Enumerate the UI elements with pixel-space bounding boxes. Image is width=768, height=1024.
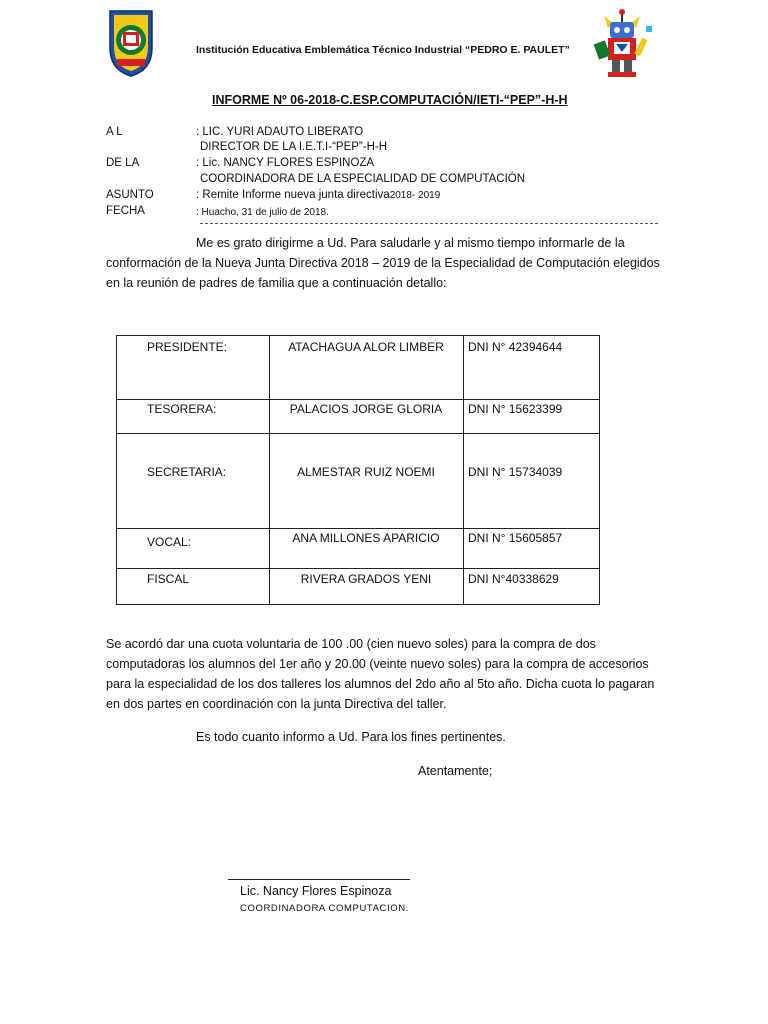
asunto-years: 2018- 2019 xyxy=(389,190,441,201)
school-crest-icon xyxy=(107,8,155,78)
table-cell-nombre: ATACHAGUA ALOR LIMBER xyxy=(288,340,444,354)
closing-salutation: Atentamente; xyxy=(418,764,493,778)
table-cell-nombre: ALMESTAR RUIZ NOEMI xyxy=(297,465,435,479)
table-cell-nombre: ANA MILLONES APARICIO xyxy=(292,531,440,545)
de-value-2: COORDINADORA DE LA ESPECIALIDAD DE COMPUTACIÓN xyxy=(200,173,526,185)
de-value: : Lic. NANCY FLORES ESPINOZA xyxy=(196,157,375,169)
intro-line-3: en la reunión de padres de familia que a continuación detallo: xyxy=(106,276,447,290)
table-cell-dni: DNI N°40338629 xyxy=(468,572,559,586)
signature-line xyxy=(228,879,410,880)
intro-line-2: conformación de la Nueva Junta Directiva 2018 – 2019 de la Especialidad de Computación elegidos xyxy=(106,256,660,270)
report-title: INFORME Nº 06-2018-C.ESP.COMPUTACIÓN/IETI-“PEP”-H-H xyxy=(212,93,568,107)
signature-name: Lic. Nancy Flores Espinoza xyxy=(240,884,392,898)
closing-text: Es todo cuanto informo a Ud. Para los fines pertinentes. xyxy=(196,730,506,744)
institution-name: Institución Educativa Emblemática Técnico Industrial “PEDRO E. PAULET” xyxy=(196,44,570,56)
asunto-text: : Remite Informe nueva junta directiva xyxy=(196,189,390,201)
asunto-value xyxy=(196,189,440,201)
junta-table xyxy=(116,335,600,605)
separator-line xyxy=(200,223,658,224)
asunto-label: ASUNTO xyxy=(106,189,154,201)
fecha-label: FECHA xyxy=(106,205,145,217)
signature-role: COORDINADORA COMPUTACION. xyxy=(240,903,409,914)
table-cell-cargo: TESORERA: xyxy=(147,402,217,416)
al-value: : LIC. YURI ADAUTO LIBERATO xyxy=(196,126,364,138)
table-cell-dni: DNI N° 15605857 xyxy=(468,531,563,545)
table-cell-cargo: FISCAL xyxy=(147,572,190,586)
table-cell-dni: DNI N° 15623399 xyxy=(468,402,563,416)
table-cell-nombre: PALACIOS JORGE GLORIA xyxy=(289,402,443,416)
de-label: DE LA xyxy=(106,157,140,169)
body-line-3: para la especialidad de los dos talleres los alumnos del 2do año al 5to año. Dicha cuota lo pagaran xyxy=(106,677,655,691)
body-line-1: Se acordó dar una cuota voluntaria de 100 .00 (cien nuevo soles) para la compra de dos xyxy=(106,637,596,651)
intro-line-1: Me es grato dirigirme a Ud. Para saludarle y al mismo tiempo informarle de la xyxy=(196,236,625,250)
table-cell-cargo: VOCAL: xyxy=(147,535,192,549)
robot-mascot-icon xyxy=(590,8,654,80)
al-label: A L xyxy=(106,126,123,138)
body-line-4: en dos partes en coordinación con la junta Directiva del taller. xyxy=(106,697,447,711)
body-line-2: computadoras los alumnos del 1er año y 20.00 (veinte nuevo soles) para la compra de accesorios xyxy=(106,657,649,671)
table-cell-cargo: SECRETARIA: xyxy=(147,465,227,479)
table-cell-dni: DNI N° 42394644 xyxy=(468,340,563,354)
table-cell-cargo: PRESIDENTE: xyxy=(147,340,228,354)
al-value-2: DIRECTOR DE LA I.E.T.I-“PEP”-H-H xyxy=(200,141,388,153)
table-cell-dni: DNI N° 15734039 xyxy=(468,465,563,479)
fecha-value: : Huacho, 31 de julio de 2018. xyxy=(196,207,329,218)
table-cell-nombre: RIVERA GRADOS YENI xyxy=(300,572,432,586)
